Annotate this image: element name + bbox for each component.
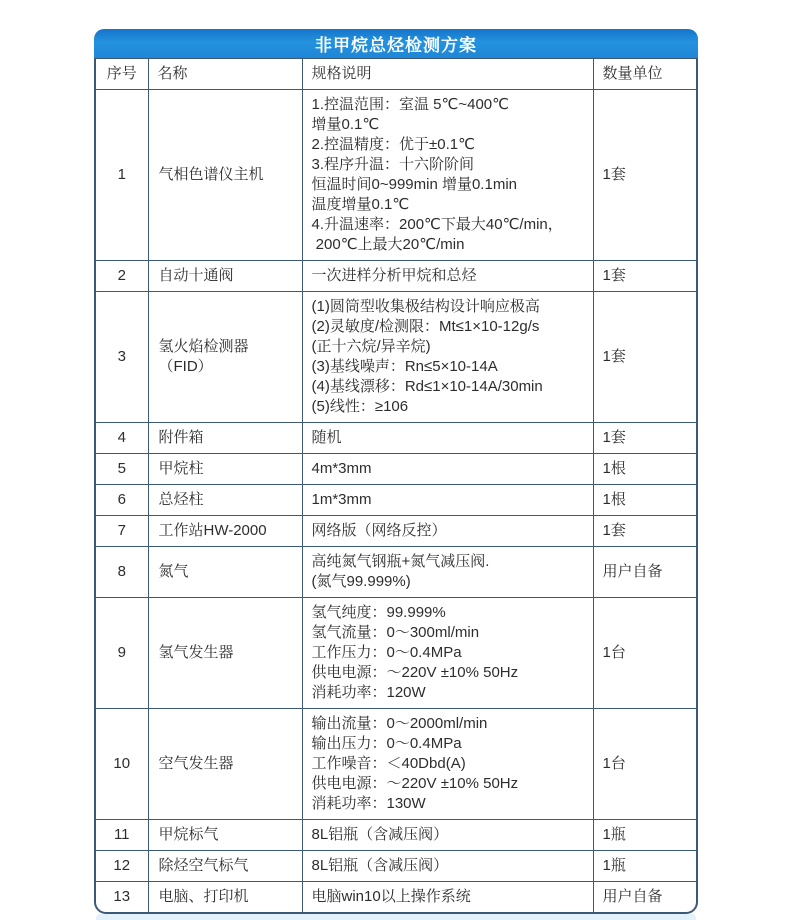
table-row [96,422,696,453]
table-row [96,546,696,597]
spec-line: 8L铝瓶（含减压阀） [311,856,449,874]
item-qty-cell: 1瓶 [593,850,696,881]
column-header-qty: 数量单位 [593,59,696,89]
item-spec-cell [302,422,593,453]
spec-line: 工作压力：0～0.4MPa [311,643,462,661]
spec-line: 200℃上最大20℃/min [311,235,465,253]
table-row [96,89,696,260]
spec-table-wrap [94,58,698,914]
item-name-cell: 氮气 [148,546,302,597]
item-name-cell: 电脑、打印机 [148,881,302,912]
item-qty-cell: 用户自备 [593,546,696,597]
spec-line: 输出压力：0～0.4MPa [311,734,462,752]
spec-line: 供电电源：～220V ±10% 50Hz [311,663,519,681]
row-number-cell: 3 [96,291,148,422]
item-qty-cell: 1根 [593,484,696,515]
spec-line: 氢气纯度：99.999% [311,603,446,621]
spec-line: 供电电源：～220V ±10% 50Hz [311,774,519,792]
spec-line: 2.控温精度：优于±0.1℃ [311,135,475,153]
spec-line: (氮气99.999%) [311,572,411,590]
row-number-cell: 7 [96,515,148,546]
spec-line: 消耗功率：120W [311,683,426,701]
item-qty-cell: 1瓶 [593,819,696,850]
row-number-cell: 5 [96,453,148,484]
spec-line: (3)基线噪声：Rn≤5×10-14A [311,357,498,375]
item-qty-cell: 1根 [593,453,696,484]
spec-line: 增量0.1℃ [311,115,380,133]
item-spec-cell [302,89,593,260]
spec-line: 高纯氮气钢瓶+氮气减压阀. [311,552,490,570]
spec-table [96,59,696,912]
column-header-number: 序号 [106,64,137,82]
row-number-cell: 2 [96,260,148,291]
plan-title: 非甲烷总烃检测方案 [315,36,477,55]
item-spec-cell [302,515,593,546]
table-row [96,597,696,708]
spec-table-body [96,59,696,912]
spec-line: 3.程序升温：十六阶阶间 [311,155,475,173]
spec-line: 一次进样分析甲烷和总烃 [311,266,477,284]
item-spec-cell [302,597,593,708]
spec-line: 4m*3mm [311,459,372,477]
spec-line: 4.升温速率：200℃下最大40℃/min， [311,215,563,233]
table-row [96,484,696,515]
item-spec-cell [302,850,593,881]
spec-line: 1m*3mm [311,490,372,508]
item-spec-cell [302,260,593,291]
spec-line: 恒温时间0~999min 增量0.1min [311,175,517,193]
item-name-cell: 氢气发生器 [148,597,302,708]
item-spec-cell [302,291,593,422]
item-spec-cell [302,453,593,484]
table-row [96,819,696,850]
item-spec-cell [302,819,593,850]
plan-title-bar [94,29,698,58]
row-number-cell: 4 [96,422,148,453]
table-row [96,515,696,546]
table-row [96,260,696,291]
spec-line: 工作噪音：＜40Dbd(A) [311,754,466,772]
spec-line: 输出流量：0～2000ml/min [311,714,488,732]
item-qty-cell: 1套 [593,260,696,291]
spec-line: (2)灵敏度/检测限：Mt≤1×10-12g/s [311,317,540,335]
spec-line: (4)基线漂移：Rd≤1×10-14A/30min [311,377,543,395]
row-number-cell: 9 [96,597,148,708]
row-number-cell: 10 [96,708,148,819]
table-row [96,453,696,484]
item-spec-cell [302,881,593,912]
item-spec-cell [302,484,593,515]
item-name-cell: 工作站HW-2000 [148,515,302,546]
spec-line: 随机 [311,428,342,446]
spec-line: (1)圆筒型收集极结构设计响应极高 [311,297,540,315]
item-name-cell: 氢火焰检测器（FID） [148,291,302,422]
spec-line: 消耗功率：130W [311,794,426,812]
detection-plan-card [94,29,698,914]
table-header-row [96,59,696,89]
spec-line: 温度增量0.1℃ [311,195,410,213]
spec-line: 氢气流量：0～300ml/min [311,623,480,641]
spec-line: 网络版（网络反控） [311,521,447,539]
row-number-cell: 11 [96,819,148,850]
item-qty-cell: 1套 [593,515,696,546]
item-name-cell: 附件箱 [148,422,302,453]
item-spec-cell [302,546,593,597]
table-row [96,708,696,819]
item-qty-cell: 1台 [593,597,696,708]
spec-line: (正十六烷/异辛烷) [311,337,431,355]
item-spec-cell [302,708,593,819]
column-header-name: 名称 [148,59,302,89]
next-section-peek [96,914,696,920]
spec-line: 8L铝瓶（含减压阀） [311,825,449,843]
item-qty-cell: 1套 [593,422,696,453]
item-name-cell: 除烃空气标气 [148,850,302,881]
item-name-cell: 自动十通阀 [148,260,302,291]
column-header-spec: 规格说明 [302,59,593,89]
row-number-cell: 1 [96,89,148,260]
row-number-cell: 8 [96,546,148,597]
spec-line: (5)线性：≥106 [311,397,409,415]
table-row [96,850,696,881]
item-qty-cell: 用户自备 [593,881,696,912]
row-number-cell: 12 [96,850,148,881]
spec-line: 电脑win10以上操作系统 [311,887,471,905]
item-qty-cell: 1套 [593,89,696,260]
item-qty-cell: 1套 [593,291,696,422]
item-name-cell: 空气发生器 [148,708,302,819]
item-name-cell: 总烃柱 [148,484,302,515]
table-row [96,881,696,912]
spec-line: 1.控温范围：室温 5℃~400℃ [311,95,509,113]
item-name-cell: 甲烷标气 [148,819,302,850]
row-number-cell: 13 [96,881,148,912]
item-qty-cell: 1台 [593,708,696,819]
item-name-cell: 甲烷柱 [148,453,302,484]
row-number-cell: 6 [96,484,148,515]
item-name-cell: 气相色谱仪主机 [148,89,302,260]
table-row [96,291,696,422]
